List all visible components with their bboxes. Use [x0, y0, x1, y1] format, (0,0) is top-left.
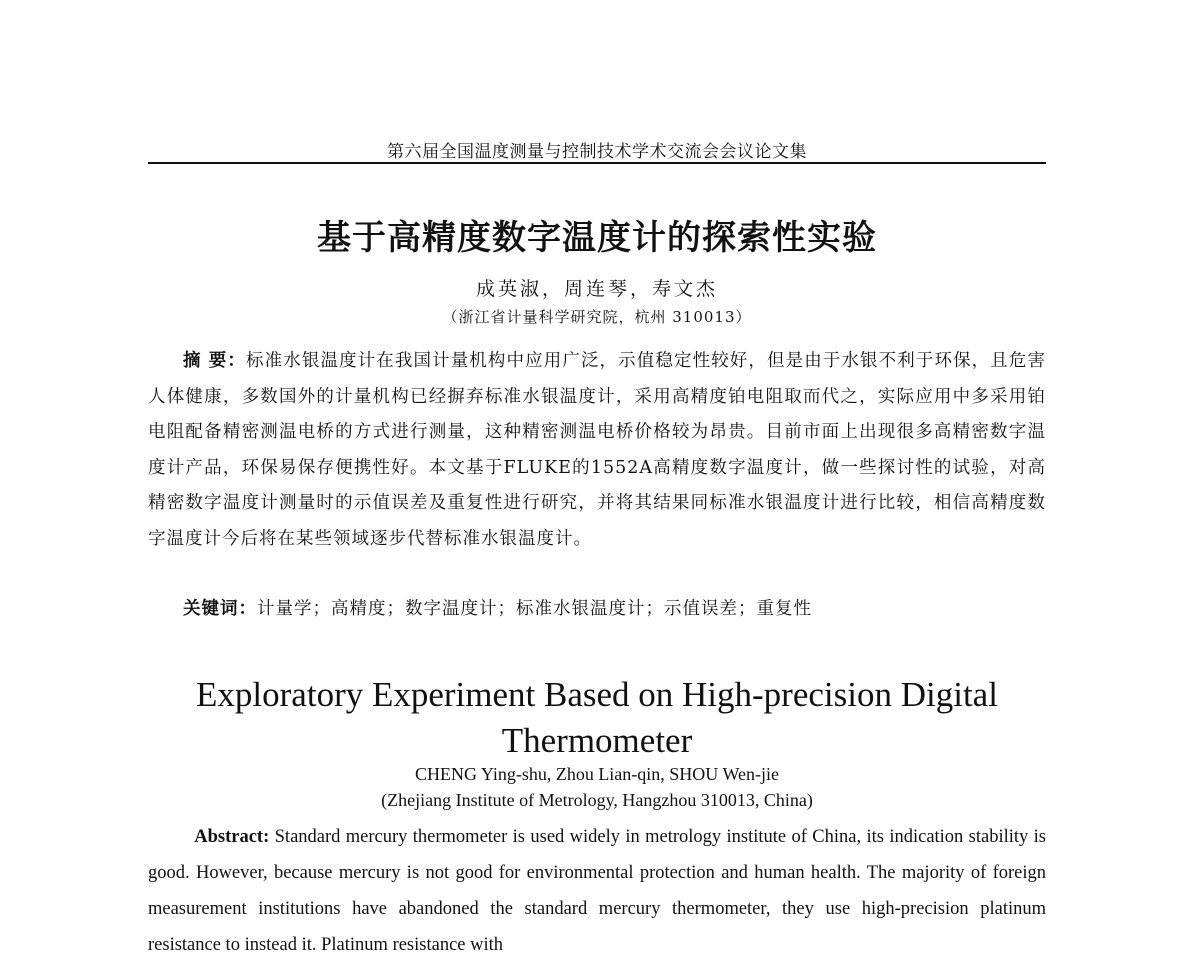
english-abstract-text: Standard mercury thermometer is used widely in metrology institute of China, its indication stability is good. However, because mercury is not good for environmental protection and human health. The majority of foreign measurement institutions have abandoned the standard mercury thermometer, they use high-precision platinum resistance to instead it. Platinum resistance with [148, 827, 1046, 955]
chinese-keywords [148, 592, 1046, 627]
running-header: 第六届全国温度测量与控制技术学术交流会会议论文集 [387, 142, 807, 162]
english-abstract [148, 819, 1046, 963]
chinese-abstract-label: 摘 要： [183, 351, 247, 371]
chinese-abstract-text: 标准水银温度计在我国计量机构中应用广泛，示值稳定性较好，但是由于水银不利于环保，且危害人体健康，多数国外的计量机构已经摒弃标准水银温度计，采用高精度铂电阻取而代之，实际应用中多采用铂电阻配备精密测温电桥的方式进行测量，这种精密测温电桥价格较为昂贵。目前市面上出现很多高精密数字温度计产品，环保易保存便携性好。本文基于FLUKE的1552A高精度数字温度计，做一些探讨性的试验，对高精密数字温度计测量时的示值误差及重复性进行研究，并将其结果同标准水银温度计进行比较，相信高精度数字温度计今后将在某些领域逐步代替标准水银温度计。 [148, 351, 1047, 549]
chinese-keywords-text: 计量学；高精度；数字温度计；标准水银温度计；示值误差；重复性 [257, 599, 812, 619]
chinese-authors: 成英淑，周连琴，寿文杰 [475, 278, 718, 300]
english-title: Exploratory Experiment Based on High-precision Digital Thermometer [196, 675, 998, 760]
chinese-keywords-label: 关键词： [183, 599, 257, 619]
english-abstract-label: Abstract: [194, 827, 270, 847]
english-affiliation: (Zhejiang Institute of Metrology, Hangzhou 310013, China) [381, 790, 813, 810]
chinese-title: 基于高精度数字温度计的探索性实验 [317, 218, 877, 258]
header-rule [148, 162, 1046, 164]
english-authors: CHENG Ying-shu, Zhou Lian-qin, SHOU Wen-jie [414, 764, 780, 784]
chinese-abstract [148, 344, 1046, 557]
chinese-affiliation: （浙江省计量科学研究院，杭州 310013） [442, 308, 752, 326]
